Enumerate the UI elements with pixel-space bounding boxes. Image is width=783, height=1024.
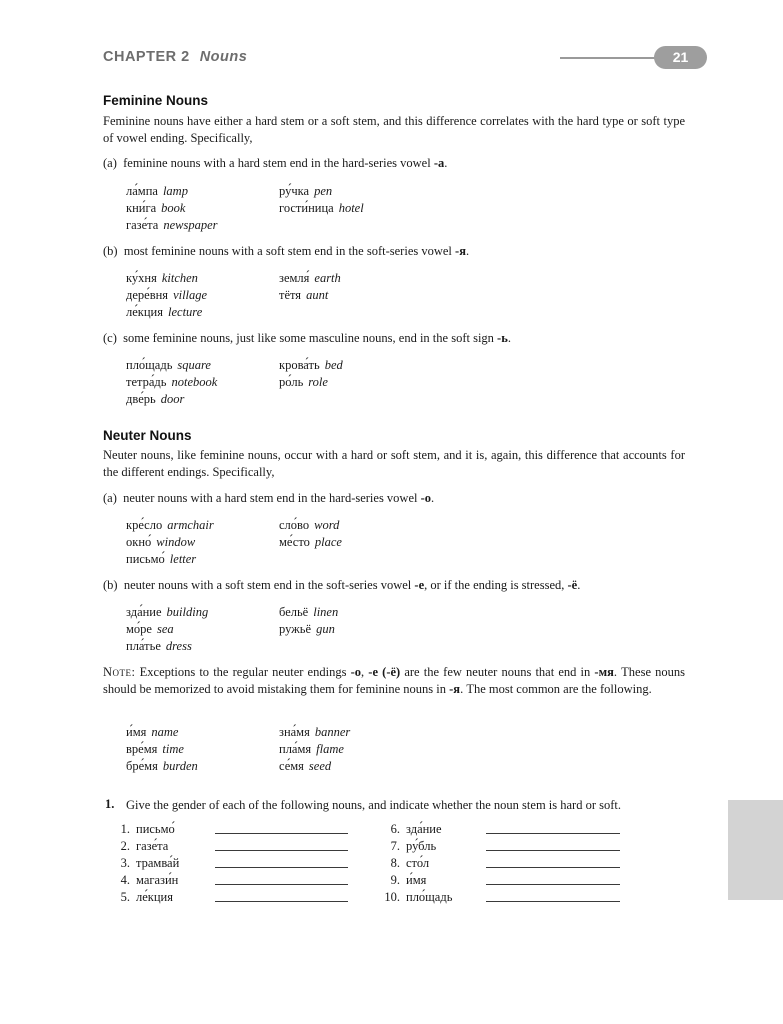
- exercise-item: 6. зда́ние: [390, 822, 442, 836]
- header-rule: [560, 57, 660, 59]
- word-example: вре́мя time: [126, 742, 184, 756]
- answer-blank[interactable]: [215, 901, 348, 902]
- word-example: и́мя name: [126, 725, 179, 739]
- neuter-intro: Neuter nouns, like feminine nouns, occur with a hard or soft stem, and it is, again, this difference that accounts for the different endings. Specifically,: [103, 448, 685, 479]
- word-example: тетра́дь notebook: [126, 375, 218, 389]
- feminine-rule-a: (a) feminine nouns with a hard stem end in the hard-series vowel -а.: [103, 156, 448, 170]
- section-heading-feminine: Feminine Nouns: [103, 93, 209, 108]
- neuter-rule-b: (b) neuter nouns with a soft stem end in the soft-series vowel -е, or if the ending is stressed, -ё.: [103, 578, 581, 592]
- word-example: две́рь door: [126, 392, 185, 406]
- exercise-item: 1. письмо́: [120, 822, 175, 836]
- answer-blank[interactable]: [215, 884, 348, 885]
- neuter-note: Note: Exceptions to the regular neuter endings -о, -е (-ё) are the few neuter nouns that end in -мя. These nouns should be memorized to avoid mistaking them for feminine nouns in -я. The most common are the following.: [103, 665, 686, 696]
- chapter-topic: Nouns: [199, 49, 248, 65]
- feminine-rule-b: (b) most feminine nouns with a soft stem end in the soft-series vowel -я.: [103, 244, 470, 258]
- answer-blank[interactable]: [486, 901, 620, 902]
- chapter-number: CHAPTER 2: [103, 49, 190, 65]
- word-example: гости́ница hotel: [279, 201, 364, 215]
- chapter-label: [103, 49, 247, 65]
- word-example: ме́сто place: [279, 535, 342, 549]
- answer-blank[interactable]: [486, 833, 620, 834]
- word-example: ру́чка pen: [279, 184, 333, 198]
- exercise-item: 5. ле́кция: [120, 890, 173, 904]
- word-example: письмо́ letter: [126, 552, 197, 566]
- page-number-badge: 21: [654, 46, 707, 69]
- word-example: газе́та newspaper: [126, 218, 218, 232]
- side-thumb-tab: [728, 800, 783, 900]
- word-example: земля́ earth: [279, 271, 341, 285]
- neuter-rule-a: (a) neuter nouns with a hard stem end in the hard-series vowel -о.: [103, 491, 435, 505]
- feminine-rule-c: (c) some feminine nouns, just like some masculine nouns, end in the soft sign -ь.: [103, 331, 511, 345]
- exercise-instruction: Give the gender of each of the following nouns, and indicate whether the noun stem is hard or soft.: [126, 798, 622, 812]
- feminine-intro: Feminine nouns have either a hard stem or a soft stem, and this difference correlates with the hard type or soft type of vowel ending. Specifically,: [103, 114, 685, 145]
- word-example: крова́ть bed: [279, 358, 343, 372]
- answer-blank[interactable]: [486, 867, 620, 868]
- word-example: дере́вня village: [126, 288, 208, 302]
- word-example: пла́мя flame: [279, 742, 344, 756]
- answer-blank[interactable]: [486, 884, 620, 885]
- section-heading-neuter: Neuter Nouns: [103, 428, 192, 443]
- word-example: кни́га book: [126, 201, 186, 215]
- word-example: ле́кция lecture: [126, 305, 203, 319]
- word-example: ро́ль role: [279, 375, 328, 389]
- exercise-item: 10. пло́щадь: [384, 890, 453, 904]
- word-example: ружьё gun: [279, 622, 335, 636]
- exercise-item: 8. сто́л: [390, 856, 430, 870]
- exercise-item: 3. трамва́й: [120, 856, 180, 870]
- word-example: пло́щадь square: [126, 358, 211, 372]
- answer-blank[interactable]: [215, 850, 348, 851]
- word-example: тётя aunt: [279, 288, 329, 302]
- answer-blank[interactable]: [215, 867, 348, 868]
- running-header: [103, 49, 689, 69]
- word-example: ла́мпа lamp: [126, 184, 188, 198]
- word-example: пла́тье dress: [126, 639, 192, 653]
- exercise-item: 9. и́мя: [390, 873, 427, 887]
- exercise-item: 4. магази́н: [120, 873, 179, 887]
- word-example: окно́ window: [126, 535, 196, 549]
- word-example: сло́во word: [279, 518, 340, 532]
- word-example: мо́ре sea: [126, 622, 174, 636]
- word-example: зда́ние building: [126, 605, 209, 619]
- answer-blank[interactable]: [486, 850, 620, 851]
- exercise-item: 2. газе́та: [120, 839, 169, 853]
- word-example: кре́сло armchair: [126, 518, 214, 532]
- exercise-item: 7. ру́бль: [390, 839, 437, 853]
- word-example: бре́мя burden: [126, 759, 198, 773]
- word-example: ку́хня kitchen: [126, 271, 198, 285]
- word-example: бельё linen: [279, 605, 339, 619]
- answer-blank[interactable]: [215, 833, 348, 834]
- word-example: се́мя seed: [279, 759, 332, 773]
- exercise-number: 1.: [105, 797, 115, 811]
- word-example: зна́мя banner: [279, 725, 351, 739]
